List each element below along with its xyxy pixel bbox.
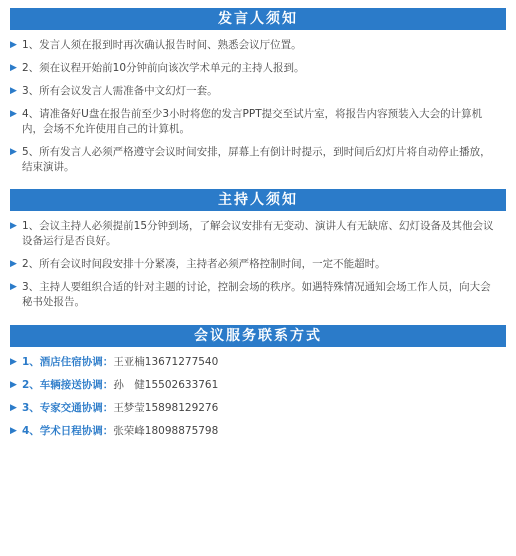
list-item	[10, 424, 506, 439]
triangle-right-icon: ▶	[10, 147, 17, 157]
triangle-right-icon: ▶	[10, 40, 17, 50]
speakers-header	[10, 8, 506, 30]
list-item	[10, 145, 506, 175]
hosts-list	[10, 219, 506, 310]
triangle-right-icon: ▶	[10, 221, 17, 231]
list-item	[10, 401, 506, 416]
speakers-title: 发言人须知	[218, 11, 298, 27]
contact-label-hotel: 1、酒店住宿协调：	[22, 356, 114, 368]
triangle-right-icon: ▶	[10, 282, 17, 292]
triangle-right-icon: ▶	[10, 357, 17, 367]
contacts-header	[10, 325, 506, 347]
list-item	[10, 84, 506, 99]
hosts-item-2: 2、所有会议时间段安排十分紧凑，主持者必须严格控制时间，一定不能超时。	[22, 258, 386, 270]
contact-value-expert-transport: 王梦莹15898129276	[113, 402, 219, 414]
list-item	[10, 38, 506, 53]
list-item	[10, 280, 506, 310]
speakers-item-5: 5、所有发言人必须严格遵守会议时间安排，屏幕上有倒计时提示，到时间后幻灯片将自动停止播放，结束演讲。	[22, 146, 491, 173]
contact-value-hotel: 王亚楠13671277540	[113, 356, 219, 368]
list-item	[10, 219, 506, 249]
hosts-title: 主持人须知	[218, 192, 298, 208]
triangle-right-icon: ▶	[10, 109, 17, 119]
triangle-right-icon: ▶	[10, 259, 17, 269]
contacts-list	[10, 355, 506, 439]
list-item	[10, 378, 506, 393]
speakers-list	[10, 38, 506, 175]
list-item	[10, 257, 506, 272]
triangle-right-icon: ▶	[10, 380, 17, 390]
contact-label-academic-schedule: 4、学术日程协调：	[22, 425, 114, 437]
speakers-item-1: 1、发言人须在报到时再次确认报告时间、熟悉会议厅位置。	[22, 39, 302, 51]
contact-label-expert-transport: 3、专家交通协调：	[22, 402, 114, 414]
triangle-right-icon: ▶	[10, 403, 17, 413]
contact-value-transfer: 孙 健15502633761	[113, 379, 219, 391]
list-item	[10, 61, 506, 76]
speakers-item-4: 4、请准备好U盘在报告前至少3小时将您的发言PPT提交至试片室，将报告内容预装入大会的计算机内，会场不允许使用自己的计算机。	[22, 108, 483, 135]
contact-value-academic-schedule: 张荣峰18098875798	[113, 425, 219, 437]
triangle-right-icon: ▶	[10, 426, 17, 436]
hosts-header	[10, 189, 506, 211]
triangle-right-icon: ▶	[10, 86, 17, 96]
hosts-item-1: 1、会议主持人必须提前15分钟到场，了解会议安排有无变动、演讲人有无缺席、幻灯设备及其他会议设备运行是否良好。	[22, 220, 494, 247]
contact-label-transfer: 2、车辆接送协调：	[22, 379, 114, 391]
contacts-title: 会议服务联系方式	[194, 328, 322, 344]
list-item	[10, 107, 506, 137]
triangle-right-icon: ▶	[10, 63, 17, 73]
speakers-item-2: 2、须在议程开始前10分钟前向该次学术单元的主持人报到。	[22, 62, 305, 74]
hosts-item-3: 3、主持人要组织合适的针对主题的讨论，控制会场的秩序。如遇特殊情况通知会场工作人员，向大会秘书处报告。	[22, 281, 491, 308]
speakers-item-3: 3、所有会议发言人需准备中文幻灯一套。	[22, 85, 218, 97]
list-item	[10, 355, 506, 370]
